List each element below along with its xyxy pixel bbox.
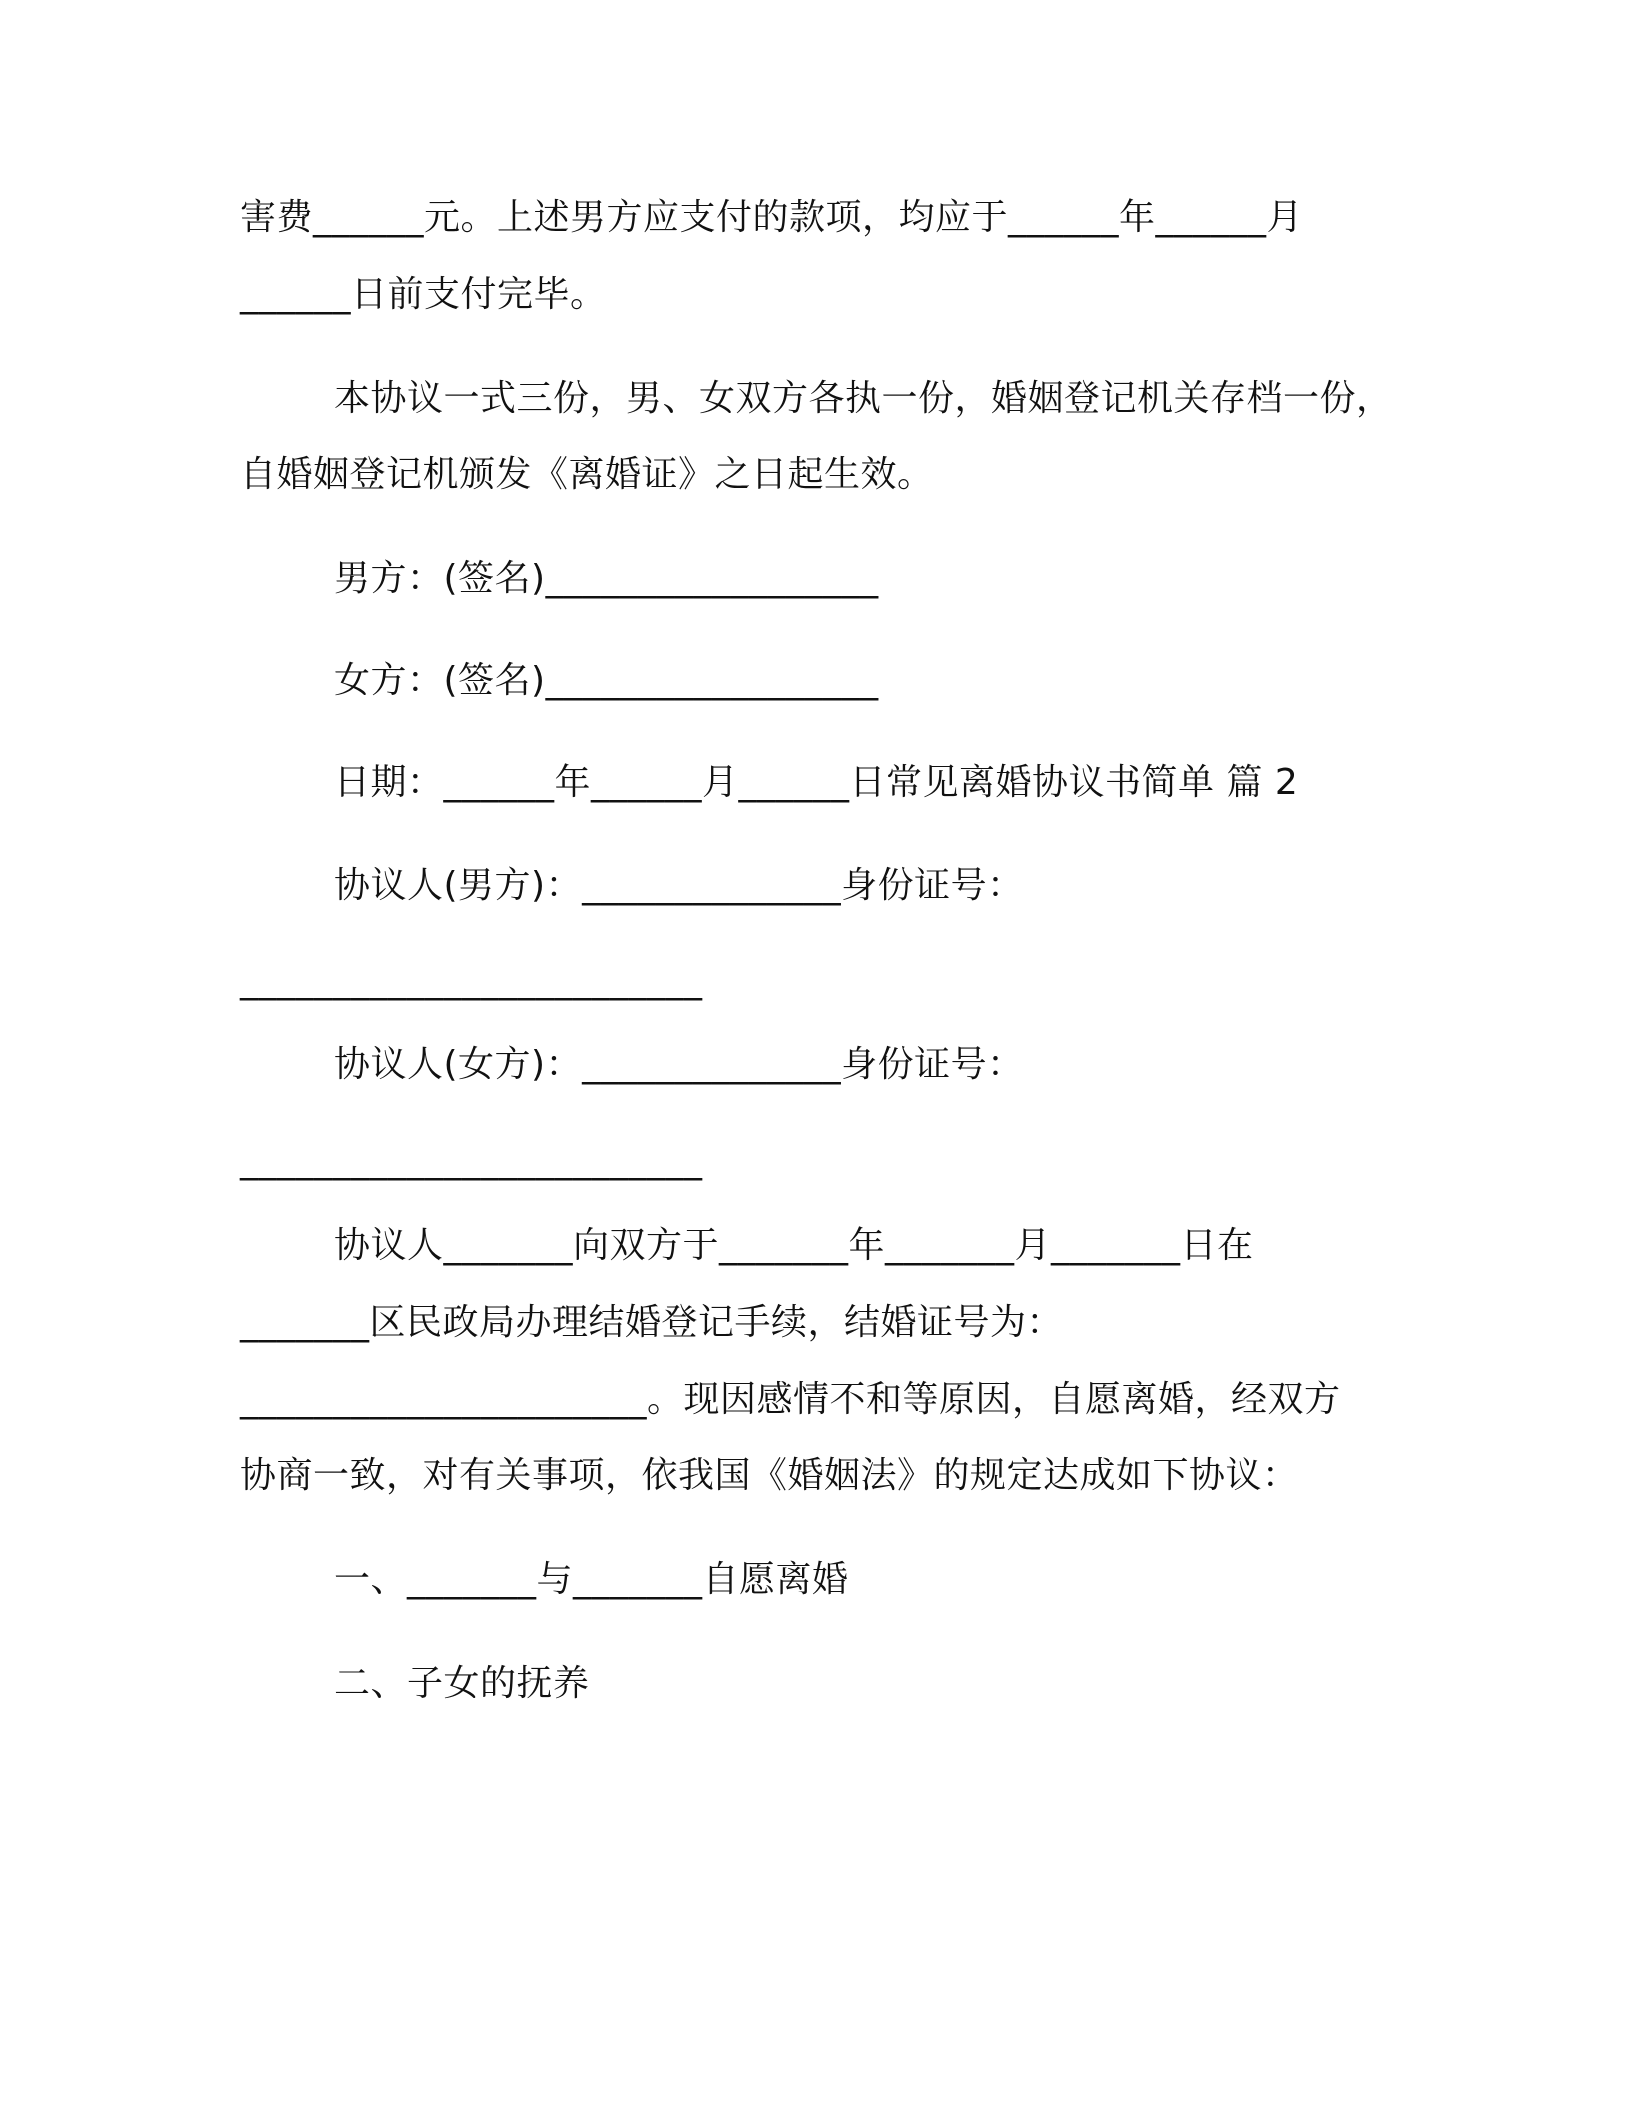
marriage-registration-clause-cont3: 协商一致，对有关事项，依我国《婚姻法》的规定达成如下协议： <box>240 1455 1299 1496</box>
marriage-registration-clause: 协议人_______向双方于_______年_______月_______日在 <box>334 1225 1254 1266</box>
copies-clause: 本协议一式三份，男、女双方各执一份，婚姻登记机关存档一份， <box>334 378 1393 419</box>
male-party-line: 协议人(男方)：______________身份证号： <box>334 865 1024 906</box>
clause-one: 一、_______与_______自愿离婚 <box>334 1559 849 1600</box>
male-signature-line: 男方：(签名)__________________ <box>334 558 879 599</box>
female-signature-line: 女方：(签名)__________________ <box>334 660 879 701</box>
clause-two-heading: 二、子女的抚养 <box>334 1663 590 1704</box>
marriage-registration-clause-cont2: ______________________。现因感情不和等原因，自愿离婚，经双方 <box>240 1379 1341 1420</box>
payment-deadline-line: 害费______元。上述男方应支付的款项，均应于______年______月 <box>240 197 1304 238</box>
payment-deadline-line-cont: ______日前支付完毕。 <box>240 274 607 315</box>
female-party-line: 协议人(女方)：______________身份证号： <box>334 1044 1024 1085</box>
female-id-blank: _________________________ <box>240 1140 703 1181</box>
copies-clause-cont: 自婚姻登记机颁发《离婚证》之日起生效。 <box>240 454 934 495</box>
date-and-section-title: 日期：______年______月______日常见离婚协议书简单 篇 2 <box>334 762 1299 803</box>
male-id-blank: _________________________ <box>240 960 703 1001</box>
marriage-registration-clause-cont: _______区民政局办理结婚登记手续，结婚证号为： <box>240 1302 1064 1343</box>
